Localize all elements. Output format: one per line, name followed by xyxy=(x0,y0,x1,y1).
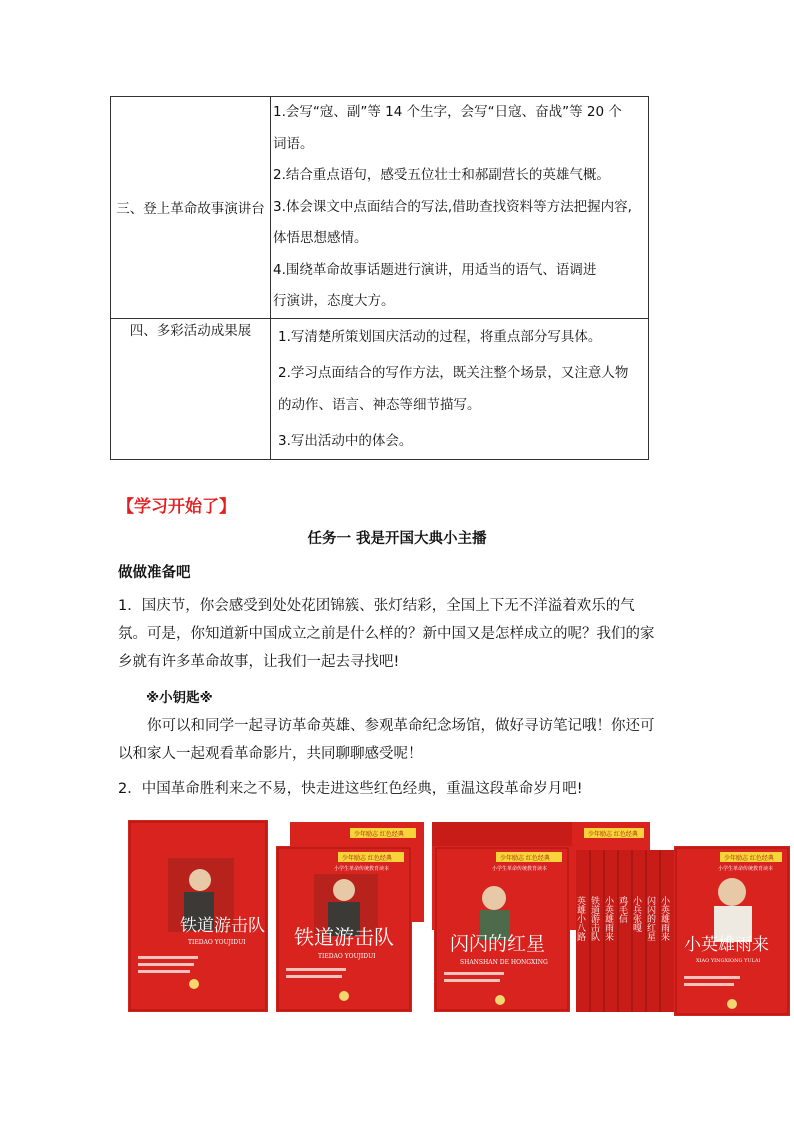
row-goals xyxy=(271,97,649,319)
spine-title: 英雄小八路 xyxy=(575,896,585,941)
goal-line: 3.写出活动中的体会。 xyxy=(278,432,413,449)
series-badge: 少年励志 红色经典 xyxy=(354,831,404,838)
paragraph-2: 2．中国革命胜利来之不易，快走进这些红色经典，重温这段革命岁月吧! xyxy=(118,781,583,797)
goal-line: 3.体会课文中点面结合的写法,借助查找资料等方法把握内容, xyxy=(273,198,632,215)
book-title: 小英雄雨来 xyxy=(684,935,769,955)
table-row xyxy=(111,97,649,319)
row-goals xyxy=(271,318,649,459)
goal-line: 4.围绕革命故事话题进行演讲，用适当的语气、语调进 xyxy=(273,261,597,278)
spine-title: 闪闪的红星 xyxy=(645,896,655,941)
series-badge: 少年励志 红色经典 xyxy=(500,855,550,862)
book-title: 闪闪的红星 xyxy=(450,933,546,955)
goal-line: 1.会写“寇、副”等 14 个生字，会写“日寇、奋战”等 20 个 xyxy=(273,104,622,120)
book-cover xyxy=(674,846,790,1016)
spine-title: 铁道游击队 xyxy=(589,896,599,941)
spine-title: 小英雄雨来 xyxy=(659,896,669,941)
book-cover xyxy=(276,846,412,1012)
row-label: 四、多彩活动成果展 xyxy=(111,318,271,459)
goal-line: 2.结合重点语句，感受五位壮士和郝副营长的英雄气概。 xyxy=(273,167,610,183)
red-classics-books-image xyxy=(128,816,792,1018)
book-pinyin: XIAO YINGXIONG YULAI xyxy=(696,958,761,964)
goal-line: 词语。 xyxy=(273,135,314,152)
book-pinyin: TIEDAO YOUJIDUI xyxy=(188,939,246,946)
series-badge: 少年励志 红色经典 xyxy=(342,855,392,862)
book-cover xyxy=(434,846,570,1012)
goal-line: 1.写清楚所策划国庆活动的过程，将重点部分写具体。 xyxy=(278,328,602,345)
goal-line: 行演讲，态度大方。 xyxy=(273,293,395,309)
goal-line: 体悟思想感情。 xyxy=(273,230,368,246)
key-paragraph: 你可以和同学一起寻访革命英雄、参观革命纪念场馆，做好寻访笔记哦！你还可以和家人一起观看革命影片，共同聊聊感受呢！ xyxy=(118,718,655,762)
spine-title: 小英雄雨来 xyxy=(603,896,613,941)
book-pinyin: SHANSHAN DE HONGXING xyxy=(460,959,548,966)
book-cover xyxy=(128,820,268,1012)
section-title: 【学习开始了】 xyxy=(117,497,236,517)
series-sub: 小学生革命传统教育读本 xyxy=(718,866,774,872)
book-spines xyxy=(575,850,674,1012)
spine-title: 鸡毛信 xyxy=(617,896,627,923)
series-sub: 小学生革命传统教育读本 xyxy=(492,866,548,872)
spine-title: 小兵张嘎 xyxy=(631,896,641,932)
key-heading: ※小钥匙※ xyxy=(146,690,213,706)
goals-table xyxy=(110,96,649,460)
task-title: 任务一 我是开国大典小主播 xyxy=(307,531,487,547)
series-sub: 小学生革命传统教育读本 xyxy=(334,866,390,872)
book-pinyin: TIEDAO YOUJIDUI xyxy=(318,953,376,960)
goal-line: 2.学习点面结合的写作方法，既关注整个场景，又注意人物 xyxy=(278,364,629,381)
row-label: 三、登上革命故事演讲台 xyxy=(111,97,271,319)
paragraph-1: 1．国庆节，你会感受到处处花团锦簇、张灯结彩，全国上下无不洋溢着欢乐的气氛。可是，你知道新中国成立之前是什么样的？新中国又是怎样成立的呢？我们的家乡就有许多革命故事，让我们一起去寻找吧! xyxy=(118,598,655,670)
prep-heading: 做做准备吧 xyxy=(118,565,191,581)
book-title: 铁道游击队 xyxy=(294,925,394,949)
goal-line: 的动作、语言、神态等细节描写。 xyxy=(278,396,481,413)
table-row xyxy=(111,318,649,459)
series-badge: 少年励志 红色经典 xyxy=(724,855,774,862)
book-title: 铁道游击队 xyxy=(180,916,265,936)
series-badge: 少年励志 红色经典 xyxy=(588,831,638,838)
